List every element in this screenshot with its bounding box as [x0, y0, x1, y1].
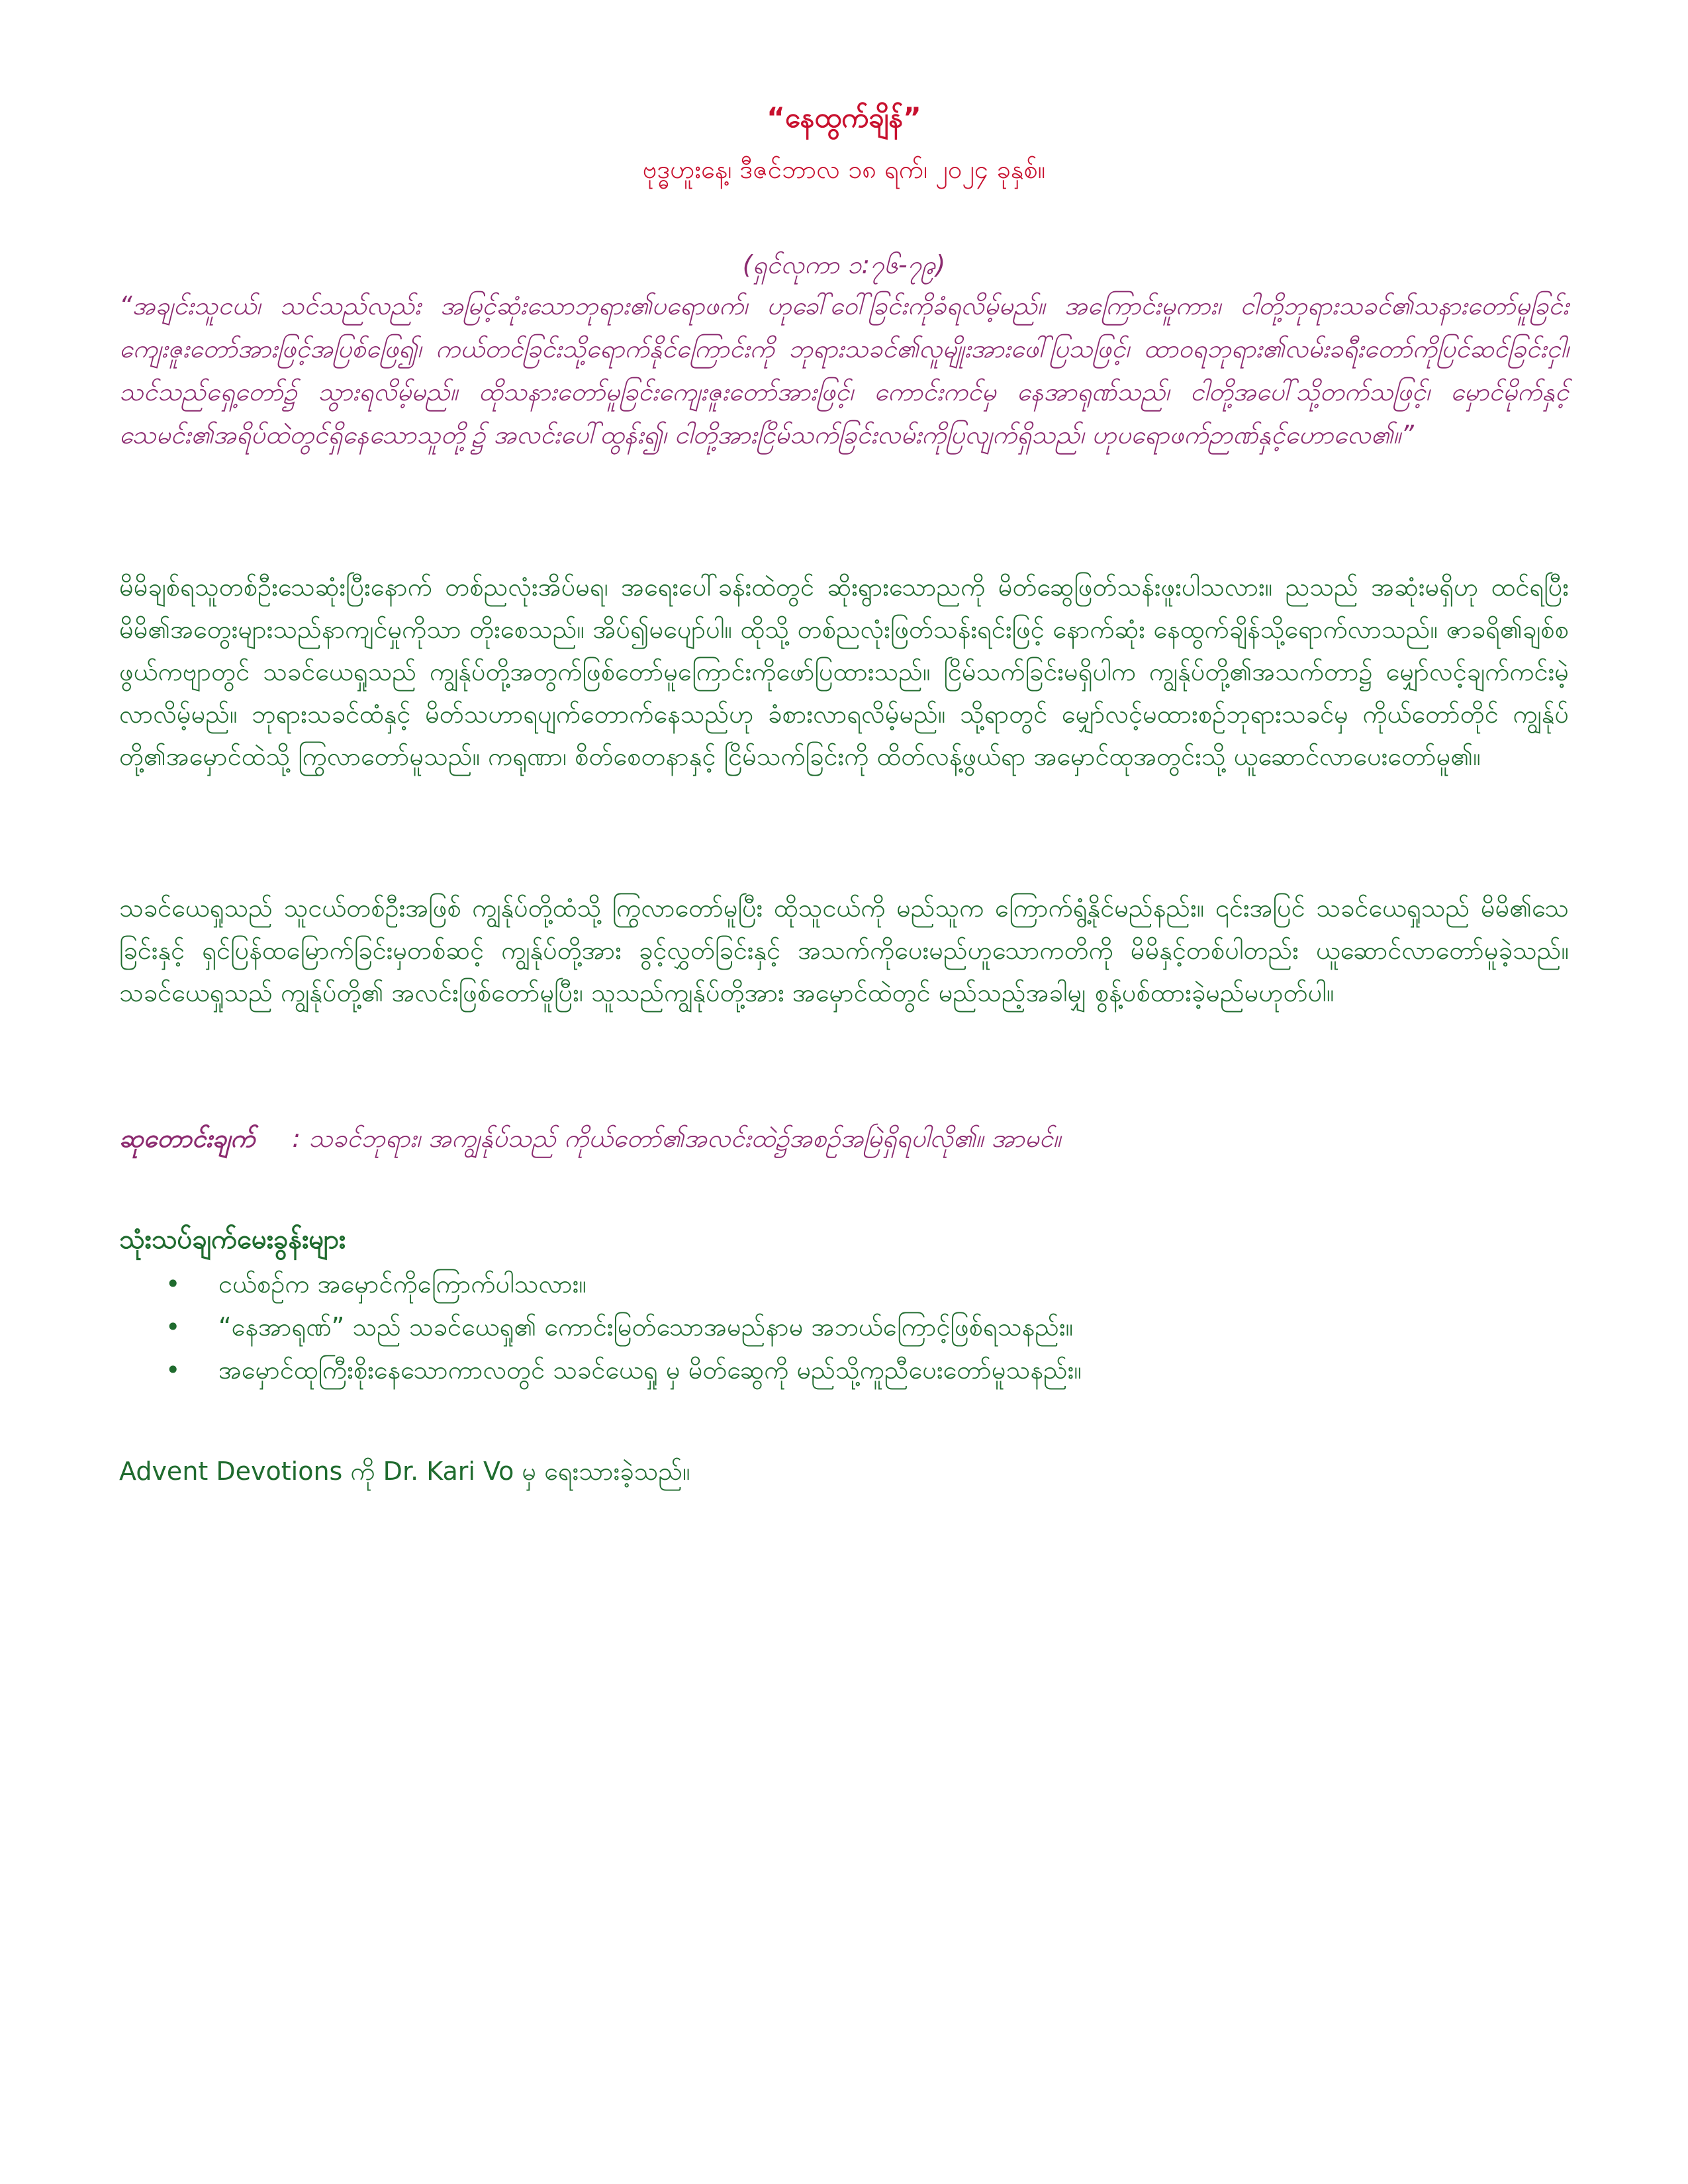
- body-paragraph-2: သခင်ယေရှုသည် သူငယ်တစ်ဦးအဖြစ် ကျွန်ုပ်တို့ထံသို့ ကြွလာတော်မူပြီး ထိုသူငယ်ကို မည်သူက ကြောက်ရွံ့နိုင်မည်နည်း။ ၎င်းအပြင် သခင်ယေရှုသည် မိမိ၏သေခြင်းနှင့် ရှင်ပြန်ထမြောက်ခြင်းမှတစ်ဆင့် ကျွန်ုပ်တို့အား ခွင့်လွှတ်ခြင်းနှင့် အသက်ကိုပေးမည်ဟူသောကတိကို မိမိနှင့်တစ်ပါတည်း ယူဆောင်လာတော်မူခဲ့သည်။ သခင်ယေရှုသည် ကျွန်ုပ်တို့၏ အလင်းဖြစ်တော်မူပြီး၊ သူသည်ကျွန်ုပ်တို့အား အမှောင်ထဲတွင် မည်သည့်အခါမျှ စွန့်ပစ်ထားခဲ့မည်မဟုတ်ပါ။: [119, 893, 1569, 1007]
- date-line: ဗုဒ္ဓဟူးနေ့၊ ဒီဇင်ဘာလ ၁၈ ရက်၊ ၂၀၂၄ ခုနှစ်။: [642, 155, 1046, 184]
- body-paragraph-1: မိမိချစ်ရသူတစ်ဦးသေဆုံးပြီးနောက် တစ်ညလုံးအိပ်မရ၊ အရေးပေါ်ခန်းထဲတွင် ဆိုးရွားသောညကို မိတ်ဆွေဖြတ်သန်းဖူးပါသလား။ ညသည် အဆုံးမရှိဟု ထင်ရပြီး မိမိ၏အတွေးများသည်နာကျင်မှုကိုသာ တိုးစေသည်။ အိပ်၍မပျော်ပါ။ ထိုသို့ တစ်ညလုံးဖြတ်သန်းရင်းဖြင့် နောက်ဆုံး နေထွက်ချိန်သို့ရောက်လာသည်။ ဇာခရိ၏ချစ်စဖွယ်ကဗျာတွင် သခင်ယေရှုသည် ကျွန်ုပ်တို့အတွက်ဖြစ်တော်မူကြောင်းကိုဖော်ပြထားသည်။ ငြိမ်သက်ခြင်းမရှိပါက ကျွန်ုပ်တို့၏အသက်တာ၌ မျှော်လင့်ချက်ကင်းမဲ့လာလိမ့်မည်။ ဘုရားသခင်ထံနှင့် မိတ်သဟာရပျက်တောက်နေသည်ဟု ခံစားလာရလိမ့်မည်။ သို့ရာတွင် မျှော်လင့်မထားစဉ်ဘုရားသခင်မှ ကိုယ်တော်တိုင် ကျွန်ုပ်တို့၏အမှောင်ထဲသို့ ကြွလာတော်မူသည်။ ကရုဏာ၊ စိတ်စေတနာနှင့် ငြိမ်သက်ခြင်းကို ထိတ်လန့်ဖွယ်ရာ အမှောင်ထုအတွင်းသို့ ယူဆောင်လာပေးတော်မူ၏။: [119, 572, 1569, 771]
- list-item: [165, 1263, 1556, 1306]
- prayer-label: ဆုတောင်းချက်: [119, 1124, 256, 1153]
- scripture-reference: (ရှင်လုကာ ၁:၇၆-၇၉): [742, 250, 946, 279]
- question-text: “နေအာရုဏ်” သည် သခင်ယေရှု၏ ကောင်းမြတ်သောအမည်နာမ အဘယ်ကြောင့်ဖြစ်ရသနည်း။: [218, 1312, 1074, 1342]
- list-item: [165, 1349, 1556, 1392]
- author-credit: Advent Devotions ကို Dr. Kari Vo မှ ရေးသားခဲ့သည်။: [119, 1457, 690, 1486]
- bullet-icon: •: [165, 1355, 181, 1385]
- question-text: အမှောင်ထုကြီးစိုးနေသောကာလတွင် သခင်ယေရှု မှ မိတ်ဆွေကို မည်သို့ကူညီပေးတော်မူသနည်း။: [218, 1355, 1082, 1385]
- prayer: [119, 1118, 1569, 1158]
- questions-list: [165, 1263, 1556, 1392]
- question-text: ငယ်စဉ်က အမှောင်ကိုကြောက်ပါသလား။: [218, 1269, 586, 1298]
- list-item: [165, 1306, 1556, 1349]
- page-title: “နေထွက်ချိန်”: [767, 101, 921, 134]
- bullet-icon: •: [165, 1312, 181, 1342]
- bullet-icon: •: [165, 1269, 181, 1298]
- scripture-text: “အချင်းသူငယ်၊ သင်သည်လည်း အမြင့်ဆုံးသောဘုရား၏ပရောဖက်၊ ဟုခေါ်ဝေါ်ခြင်းကိုခံရလိမ့်မည်။ အကြောင်းမူကား၊ ငါတို့ဘုရားသခင်၏သနားတော်မူခြင်းကျေးဇူးတော်အားဖြင့်အပြစ်ဖြေ၍၊ ကယ်တင်ခြင်းသို့ရောက်နိုင်ကြောင်းကို ဘုရားသခင်၏လူမျိုးအားဖေါ်ပြသဖြင့်၊ ထာဝရဘုရား၏လမ်းခရီးတော်ကိုပြင်ဆင်ခြင်းငှါ၊ သင်သည်ရှေ့တော်၌ သွားရလိမ့်မည်။ ထိုသနားတော်မူခြင်းကျေးဇူးတော်အားဖြင့်၊ ကောင်းကင်မှ နေအာရုဏ်သည်၊ ငါတို့အပေါ်သို့တက်သဖြင့်၊ မှောင်မိုက်နှင့်သေမင်း၏အရိပ်ထဲတွင်ရှိနေသောသူတို့၌ အလင်းပေါ်ထွန်း၍၊ ငါတို့အားငြိမ်သက်ခြင်းလမ်းကိုပြလျက်ရှိသည်၊ ဟုပရောဖက်ဉာဏ်နှင့်ဟောလေ၏။”: [119, 291, 1569, 449]
- prayer-text: : သခင်ဘုရား၊ အကျွန်ုပ်သည် ကိုယ်တော်၏အလင်းထဲ၌အစဉ်အမြဲရှိရပါလို၏။ အာမင်။: [292, 1124, 1061, 1153]
- questions-heading: သုံးသပ်ချက်မေးခွန်းများ: [119, 1224, 346, 1255]
